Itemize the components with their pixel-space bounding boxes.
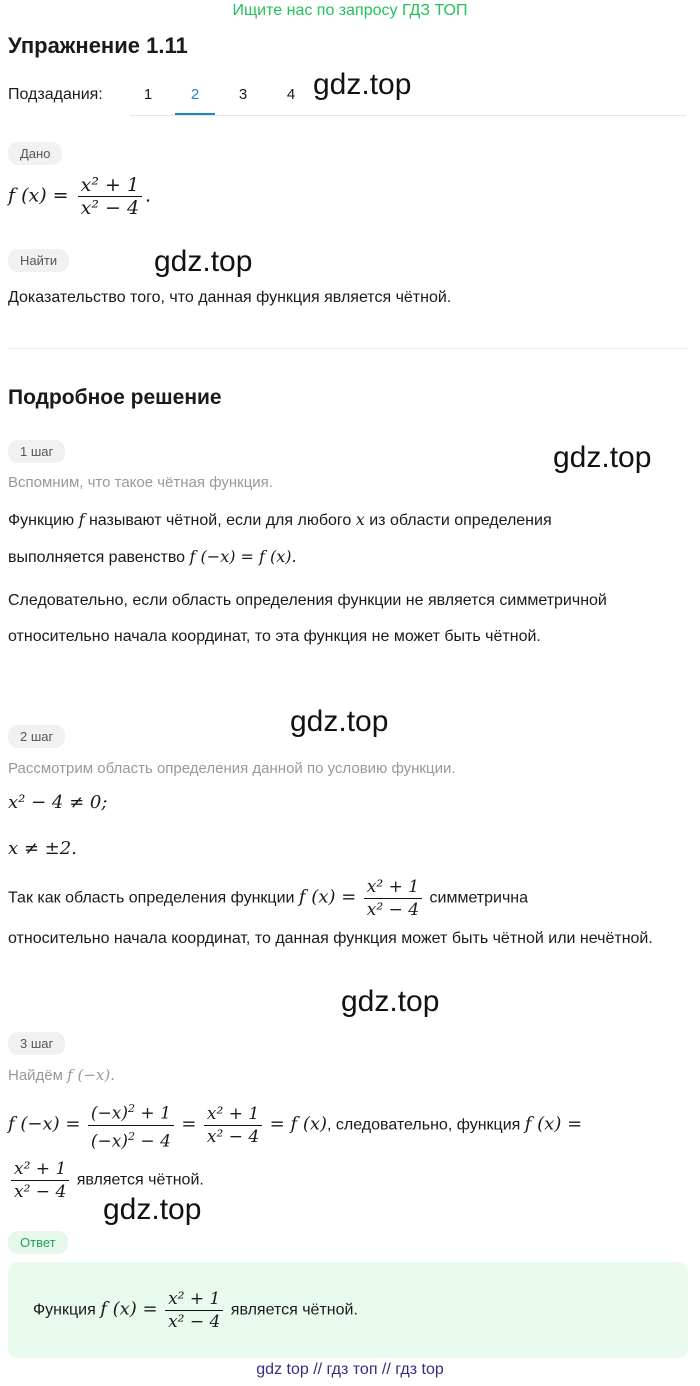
tab-subtask-3[interactable]: 3	[238, 86, 248, 103]
watermark: gdz.top	[103, 1193, 202, 1226]
step-1-paragraph-2: Следовательно, если область определения функции не является симметричной относительно начала координат, то эта функция не может быть чётной.	[8, 592, 607, 645]
math-f-of-x: f (x) =	[298, 886, 357, 908]
step-2-hint: Рассмотрим область определения данной по условию функции.	[8, 760, 456, 777]
math-f-of-minus-x: f (−x).	[67, 1066, 115, 1084]
math-f-of-x: f (x) =	[524, 1113, 583, 1135]
fraction-numerator: x² + 1	[165, 1288, 223, 1311]
step-1-chip: 1 шаг	[8, 440, 65, 463]
text: , следовательно, функция	[327, 1116, 521, 1134]
fraction	[204, 1103, 262, 1148]
math-equals: =	[181, 1113, 197, 1135]
fraction	[88, 1098, 174, 1152]
fraction-denominator: x² − 4	[206, 1126, 260, 1147]
fraction	[364, 876, 422, 921]
page-title: Упражнение 1.11	[8, 33, 188, 58]
fraction-numerator: x² + 1	[11, 1158, 69, 1181]
tab-subtask-4[interactable]: 4	[286, 86, 296, 103]
fraction-numerator: x² + 1	[78, 174, 142, 197]
fraction-denominator: x² − 4	[366, 900, 420, 920]
step-1-paragraph-1	[8, 502, 688, 576]
math-equals-f: = f (x)	[269, 1113, 328, 1135]
math-f: f	[78, 510, 85, 529]
fraction	[78, 174, 142, 219]
fraction	[165, 1288, 223, 1333]
text: является чётной.	[230, 1301, 358, 1319]
given-formula: f (x) = $\frac{\text{x² + 1}}{\text{x² − 4}}$ .	[8, 174, 152, 219]
math-f-of-x: f (x) =	[100, 1298, 158, 1320]
step-2-paragraph	[8, 876, 688, 957]
step-3-hint	[8, 1066, 115, 1084]
watermark: gdz.top	[341, 985, 440, 1018]
text: Так как область определения функции	[8, 889, 295, 907]
text: Функция	[33, 1301, 96, 1319]
answer-chip: Ответ	[8, 1231, 68, 1254]
text: Функцию	[8, 512, 75, 529]
step-3-derivation	[8, 1098, 692, 1152]
find-text: Доказательство того, что данная функция является чётной.	[8, 289, 452, 306]
math-x: x	[355, 510, 365, 529]
watermark: gdz.top	[290, 705, 389, 738]
watermark: gdz.top	[553, 441, 652, 474]
text: является чётной.	[76, 1171, 204, 1189]
tab-subtask-2[interactable]: 2	[190, 86, 200, 103]
watermark: gdz.top	[313, 68, 412, 101]
watermark: gdz.top	[154, 245, 253, 278]
text: выполняется равенство	[8, 549, 186, 566]
tab-subtask-1[interactable]: 1	[143, 86, 153, 103]
active-tab-indicator	[175, 113, 215, 115]
fraction-denominator: x² − 4	[80, 197, 140, 219]
text: симметрична	[429, 889, 529, 907]
text: Найдём	[8, 1067, 63, 1084]
text: из области определения	[369, 512, 552, 529]
step-1-hint: Вспомним, что такое чётная функция.	[8, 474, 273, 491]
fraction-denominator: x² − 4	[14, 1182, 67, 1202]
fraction	[11, 1158, 69, 1203]
step-3-chip: 3 шаг	[8, 1032, 65, 1055]
fraction-numerator: x² + 1	[204, 1103, 262, 1126]
subtasks-label: Подзадания:	[8, 86, 103, 103]
fraction-denominator: x² − 4	[168, 1312, 221, 1332]
fraction-numerator: x² + 1	[364, 876, 422, 899]
section-divider	[8, 348, 688, 349]
step-2-equation-2: x ≠ ±2.	[8, 838, 77, 859]
answer-text	[33, 1288, 358, 1333]
find-chip: Найти	[8, 249, 69, 272]
step-2-equation-1: x² − 4 ≠ 0;	[8, 792, 108, 813]
text: относительно начала координат, то данная функция может быть чётной или нечётной.	[8, 930, 653, 947]
fraction-denominator: $(-x)^2 - 4$	[90, 1129, 171, 1152]
search-banner[interactable]: Ищите нас по запросу ГДЗ ТОП	[232, 2, 468, 19]
tabs-divider	[130, 115, 686, 116]
footer-links[interactable]: gdz top // гдз топ // гдз top	[256, 1361, 444, 1378]
text: называют чётной, если для любого	[88, 512, 352, 529]
math-lhs: f (−x) =	[8, 1113, 81, 1135]
step-2-chip: 2 шаг	[8, 725, 65, 748]
given-chip: Дано	[8, 142, 62, 165]
fraction-numerator: $(-x)^2 + 1$	[88, 1098, 174, 1126]
solution-title: Подробное решение	[8, 386, 222, 409]
formula-lhs: f (x) =	[8, 184, 69, 207]
math-equality: f (−x) = f (x).	[189, 547, 297, 566]
